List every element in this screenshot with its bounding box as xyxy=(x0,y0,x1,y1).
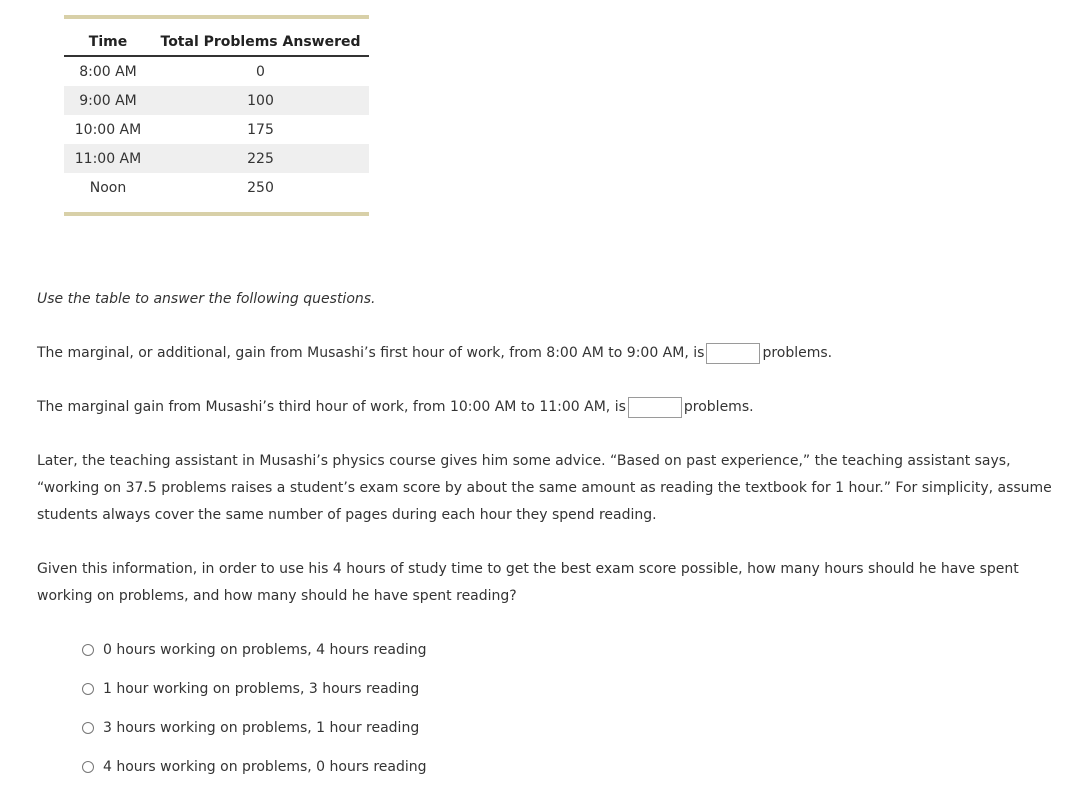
option-label: 3 hours working on problems, 1 hour reading xyxy=(103,719,420,736)
radio-button[interactable] xyxy=(82,683,94,695)
header-time: Time xyxy=(64,29,152,56)
table-top-rule xyxy=(64,15,369,19)
table-row xyxy=(64,115,369,144)
instructions: Use the table to answer the following questions. xyxy=(37,291,376,307)
header-total-problems: Total Problems Answered xyxy=(152,29,369,56)
question-3: Given this information, in order to use his 4 hours of study time to get the best exam score possible, how many hours should he have spent working on problems, and how many should he have spent reading? xyxy=(37,561,1019,604)
option-3-hours-problems[interactable] xyxy=(82,708,427,747)
radio-button[interactable] xyxy=(82,722,94,734)
question-2 xyxy=(37,394,1059,421)
cell-total: 175 xyxy=(247,121,274,138)
q1-text: The marginal, or additional, gain from Musashi’s first hour of work, from 8:00 AM to 9:00 AM, is xyxy=(37,345,705,361)
q2-answer-input[interactable] xyxy=(628,397,682,418)
cell-time: Noon xyxy=(89,179,127,196)
table-bottom-rule xyxy=(64,212,369,216)
option-label: 0 hours working on problems, 4 hours reading xyxy=(103,641,427,658)
cell-time: 11:00 AM xyxy=(64,144,152,173)
option-4-hours-problems[interactable] xyxy=(82,747,427,786)
cell-total: 100 xyxy=(152,86,369,115)
option-label: 1 hour working on problems, 3 hours reading xyxy=(103,680,420,697)
option-label: 4 hours working on problems, 0 hours reading xyxy=(103,758,427,775)
answer-options xyxy=(82,630,427,786)
q2-unit: problems. xyxy=(683,399,754,415)
data-table-container xyxy=(64,15,369,216)
table-header-row xyxy=(64,29,369,56)
cell-time: 9:00 AM xyxy=(64,86,152,115)
q2-text: The marginal gain from Musashi’s third hour of work, from 10:00 AM to 11:00 AM, is xyxy=(37,399,626,415)
option-0-hours-problems[interactable] xyxy=(82,630,427,669)
option-1-hour-problems[interactable] xyxy=(82,669,427,708)
table-row xyxy=(64,86,369,115)
table-row xyxy=(64,173,369,202)
cell-total: 225 xyxy=(152,144,369,173)
advice-paragraph: Later, the teaching assistant in Musashi’s physics course gives him some advice. “Based on past experience,” the teaching assistant says, “working on 37.5 problems raises a student’s exam score by about the same amount as reading the textbook for 1 hour.” For simplicity, assume students always cover the same number of pages during each hour they spend reading. xyxy=(37,453,1052,523)
problems-table xyxy=(64,29,369,202)
cell-total: 250 xyxy=(247,179,274,196)
question-1 xyxy=(37,340,1059,367)
cell-time: 8:00 AM xyxy=(79,63,137,80)
q1-unit: problems. xyxy=(762,345,833,361)
cell-total: 0 xyxy=(256,63,265,80)
table-row xyxy=(64,56,369,86)
cell-time: 10:00 AM xyxy=(74,121,142,138)
q1-answer-input[interactable] xyxy=(706,343,760,364)
radio-button[interactable] xyxy=(82,644,94,656)
radio-button[interactable] xyxy=(82,761,94,773)
table-row xyxy=(64,144,369,173)
